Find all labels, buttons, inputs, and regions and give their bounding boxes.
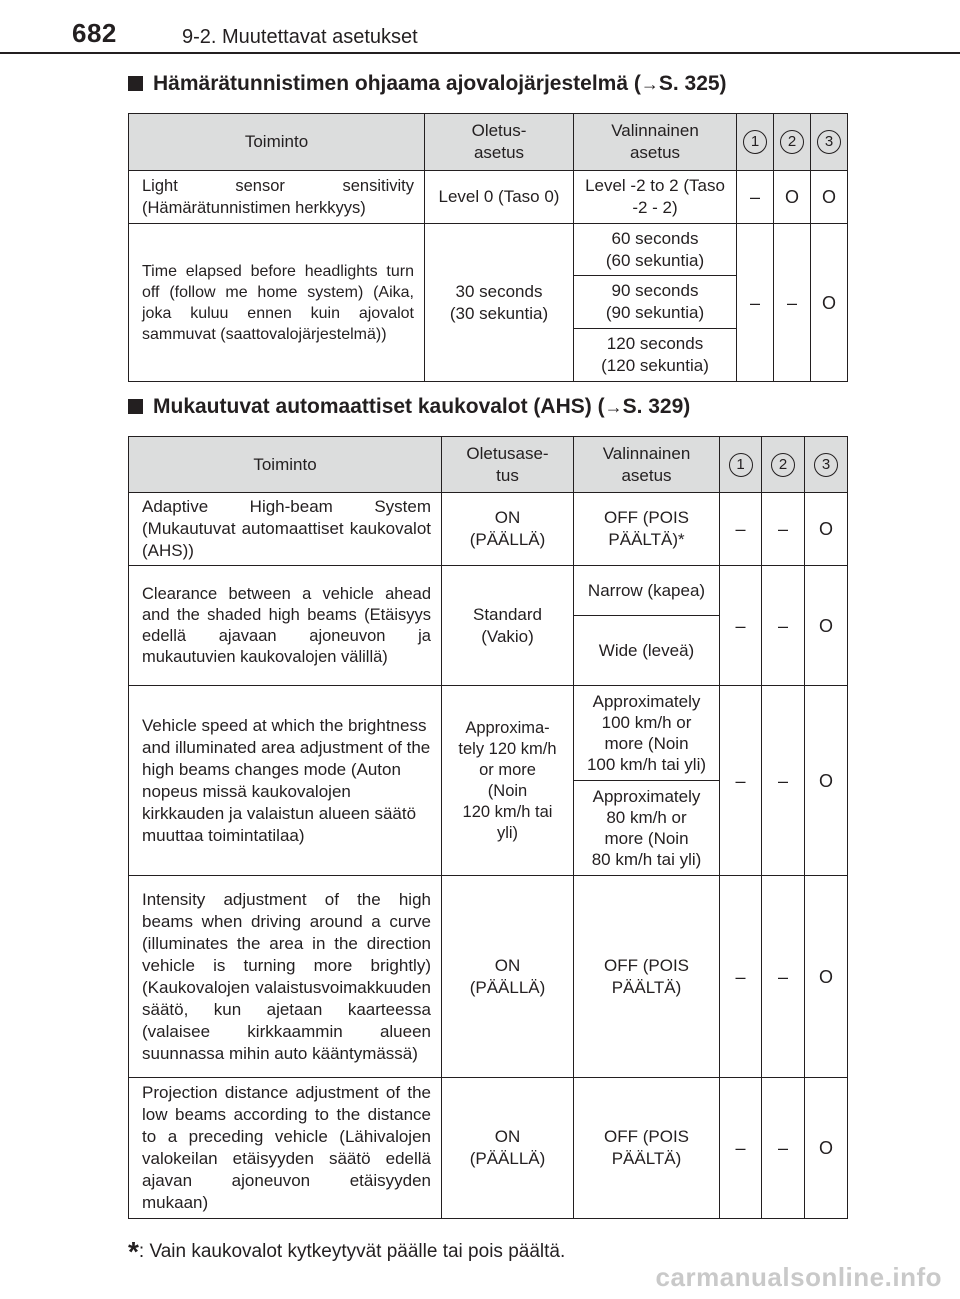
default-cell: 30 seconds (30 sekuntia) [425,224,574,382]
section-title-text: Mukautuvat automaattiset kaukovalot (AHS) ( [153,395,605,418]
function-cell: Light sensor sensitivity (Hämärätunnistimen herkkyys) [129,171,425,224]
ahs-table [128,436,848,1219]
table-row [129,171,848,224]
function-cell: Time elapsed before headlights turn off (follow me home system) (Aika, joka kuluu ennen kuin ajovalot sammuvat (saattovalojärjestelmä)) [129,224,425,382]
section-page-ref: S. 325) [658,72,727,95]
function-cell: Clearance between a vehicle ahead and the shaded high beams (Etäisyys edellä ajavaan ajoneuvon ja mukautuvien kaukovalojen välillä) [129,566,442,686]
mark-cell-1: – [737,171,774,224]
table-header-row [129,114,848,171]
table-row [129,224,848,276]
column-header-default: Oletus- asetus [425,114,574,171]
column-header-function: Toiminto [129,437,442,493]
circled-two-icon: 2 [780,130,804,154]
page-header [0,0,960,58]
section-title-ahs [128,395,690,419]
column-header-option: Valinnainen asetus [574,437,720,493]
section-title-text: Hämärätunnistimen ohjaama ajovalojärjestelmä ( [153,72,641,95]
mark-cell-2: – [762,1078,805,1219]
bullet-square-icon [128,399,143,414]
table-row [129,493,848,566]
mark-cell-1: – [720,566,762,686]
column-header-default: Oletusase- tus [442,437,574,493]
option-cell: Approximately 100 km/h or more (Noin 100 km/h tai yli) [574,686,720,781]
default-cell: ON (PÄÄLLÄ) [442,1078,574,1219]
circled-one-icon: 1 [743,130,767,154]
mark-cell-3: O [805,876,848,1078]
option-cell: 60 seconds (60 sekuntia) [574,224,737,276]
function-cell: Vehicle speed at which the brightness and illuminated area adjustment of the high beams changes mode (Auton nopeus missä kaukovalojen kirkkauden ja valaistun alueen säätö muuttaa toimintatilaa) [129,686,442,876]
column-header-function: Toiminto [129,114,425,171]
default-cell: Standard (Vakio) [442,566,574,686]
option-cell: 90 seconds (90 sekuntia) [574,276,737,329]
mark-cell-3: O [811,171,848,224]
mark-cell-3: O [811,224,848,382]
section-title-light-sensor [128,72,727,96]
footnote-text: : Vain kaukovalot kytkeytyvät päälle tai pois päältä. [138,1241,566,1262]
chapter-title: 9-2. Muutettavat asetukset [182,26,418,48]
watermark: carmanualsonline.info [655,1262,942,1292]
circled-two-icon: 2 [771,453,795,477]
circled-three-icon: 3 [817,130,841,154]
mark-cell-3: O [805,1078,848,1219]
function-cell: Projection distance adjustment of the low beams according to the distance to a preceding vehicle (Lähivalojen valokeilan etäisyyden säätö edellä ajavan ajoneuvon etäisyyden mukaan) [129,1078,442,1219]
arrow-right-icon: → [640,74,659,94]
default-cell: Approxima- tely 120 km/h or more (Noin 120 km/h tai yli) [442,686,574,876]
mark-cell-3: O [805,493,848,566]
mark-cell-1: – [720,493,762,566]
page-number: 682 [72,18,117,48]
bullet-square-icon [128,76,143,91]
default-cell: ON (PÄÄLLÄ) [442,876,574,1078]
mark-cell-2: – [762,876,805,1078]
column-header-option: Valinnainen asetus [574,114,737,171]
mark-cell-1: – [737,224,774,382]
function-cell: Intensity adjustment of the high beams when driving around a curve (illuminates the area in the direction vehicle is turning more brightly) (Kaukovalojen valaistusvoimakkuuden säätö, kun ajetaan kaarteessa (valaisee kirkkaammin alueen suunnassa mihin auto kääntymässä) [129,876,442,1078]
mark-cell-2: – [774,224,811,382]
table-row [129,876,848,1078]
header-rule [0,52,960,54]
option-cell: OFF (POIS PÄÄLTÄ) [574,876,720,1078]
mark-cell-1: – [720,686,762,876]
mark-cell-2: – [762,566,805,686]
mark-cell-2: – [762,493,805,566]
option-cell: Approximately 80 km/h or more (Noin 80 km/h tai yli) [574,781,720,876]
table-row [129,566,848,616]
table-row [129,686,848,781]
mark-cell-2: – [762,686,805,876]
option-cell: Narrow (kapea) [574,566,720,616]
footnote [128,1236,565,1268]
mark-cell-3: O [805,566,848,686]
option-cell: OFF (POIS PÄÄLTÄ) [574,1078,720,1219]
arrow-right-icon: → [604,397,623,417]
mark-cell-2: O [774,171,811,224]
default-cell: ON (PÄÄLLÄ) [442,493,574,566]
option-cell: Level -2 to 2 (Taso -2 - 2) [574,171,737,224]
option-cell: 120 seconds (120 sekuntia) [574,329,737,382]
default-cell: Level 0 (Taso 0) [425,171,574,224]
circled-three-icon: 3 [814,453,838,477]
function-cell: Adaptive High-beam System (Mukautuvat automaattiset kaukovalot (AHS)) [129,493,442,566]
mark-cell-1: – [720,1078,762,1219]
table-row [129,1078,848,1219]
section-page-ref: S. 329) [622,395,691,418]
light-sensor-table [128,113,848,382]
table-header-row [129,437,848,493]
circled-one-icon: 1 [729,453,753,477]
asterisk-icon: * [128,1236,139,1267]
mark-cell-1: – [720,876,762,1078]
option-cell: OFF (POIS PÄÄLTÄ)* [574,493,720,566]
option-cell: Wide (leveä) [574,616,720,686]
mark-cell-3: O [805,686,848,876]
